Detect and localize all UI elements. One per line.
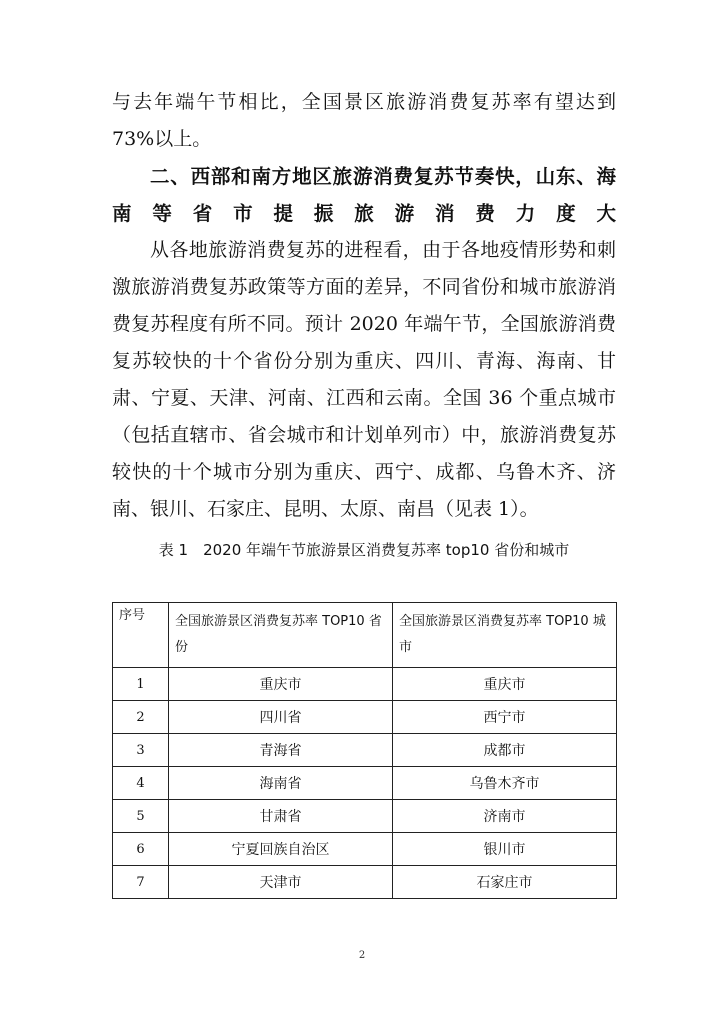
row-city: 银川市 [393, 833, 617, 866]
table-caption: 表 1 2020 年端午节旅游景区消费复苏率 top10 省份和城市 [158, 541, 570, 559]
header-no: 序号 [113, 603, 169, 668]
ranking-table [112, 602, 617, 899]
body-paragraph: 从各地旅游消费复苏的进程看，由于各地疫情形势和刺激旅游消费复苏政策等方面的差异，不同省份和城市旅游消费复苏程度有所不同。预计 2020 年端午节，全国旅游消费复苏较快的十个省份分别为重庆、四川、青海、海南、甘肃、宁夏、天津、河南、江西和云南。全国 36 个重点城市（包括直辖市、省会城市和计划单列市）中，旅游消费复苏较快的十个城市分别为重庆、西宁、成都、乌鲁木齐、济南、银川、石家庄、昆明、太原、南昌（见表 1）。 [112, 239, 616, 520]
intro-paragraph: 与去年端午节相比，全国景区旅游消费复苏率有望达到 73%以上。 [112, 91, 616, 150]
row-city: 乌鲁木齐市 [393, 767, 617, 800]
table-row [113, 866, 617, 899]
row-no: 4 [113, 767, 169, 800]
table-header-row [113, 603, 617, 668]
page-number: 2 [358, 950, 366, 961]
table-row [113, 833, 617, 866]
row-province: 海南省 [169, 767, 393, 800]
row-province: 甘肃省 [169, 800, 393, 833]
row-no: 1 [113, 668, 169, 701]
header-city: 全国旅游景区消费复苏率 TOP10 城市 [393, 603, 617, 668]
row-no: 6 [113, 833, 169, 866]
row-province: 青海省 [169, 734, 393, 767]
row-city: 济南市 [393, 800, 617, 833]
table-row [113, 767, 617, 800]
row-city: 石家庄市 [393, 866, 617, 899]
row-city: 西宁市 [393, 701, 617, 734]
row-city: 成都市 [393, 734, 617, 767]
table-row [113, 701, 617, 734]
row-no: 3 [113, 734, 169, 767]
row-no: 7 [113, 866, 169, 899]
header-province: 全国旅游景区消费复苏率 TOP10 省份 [169, 603, 393, 668]
table-row [113, 800, 617, 833]
table-row [113, 668, 617, 701]
row-no: 2 [113, 701, 169, 734]
row-no: 5 [113, 800, 169, 833]
table-row [113, 734, 617, 767]
section-heading: 二、西部和南方地区旅游消费复苏节奏快，山东、海南等省市提振旅游消费力度大 [112, 165, 616, 225]
row-province: 宁夏回族自治区 [169, 833, 393, 866]
row-province: 四川省 [169, 701, 393, 734]
row-province: 重庆市 [169, 668, 393, 701]
row-city: 重庆市 [393, 668, 617, 701]
row-province: 天津市 [169, 866, 393, 899]
